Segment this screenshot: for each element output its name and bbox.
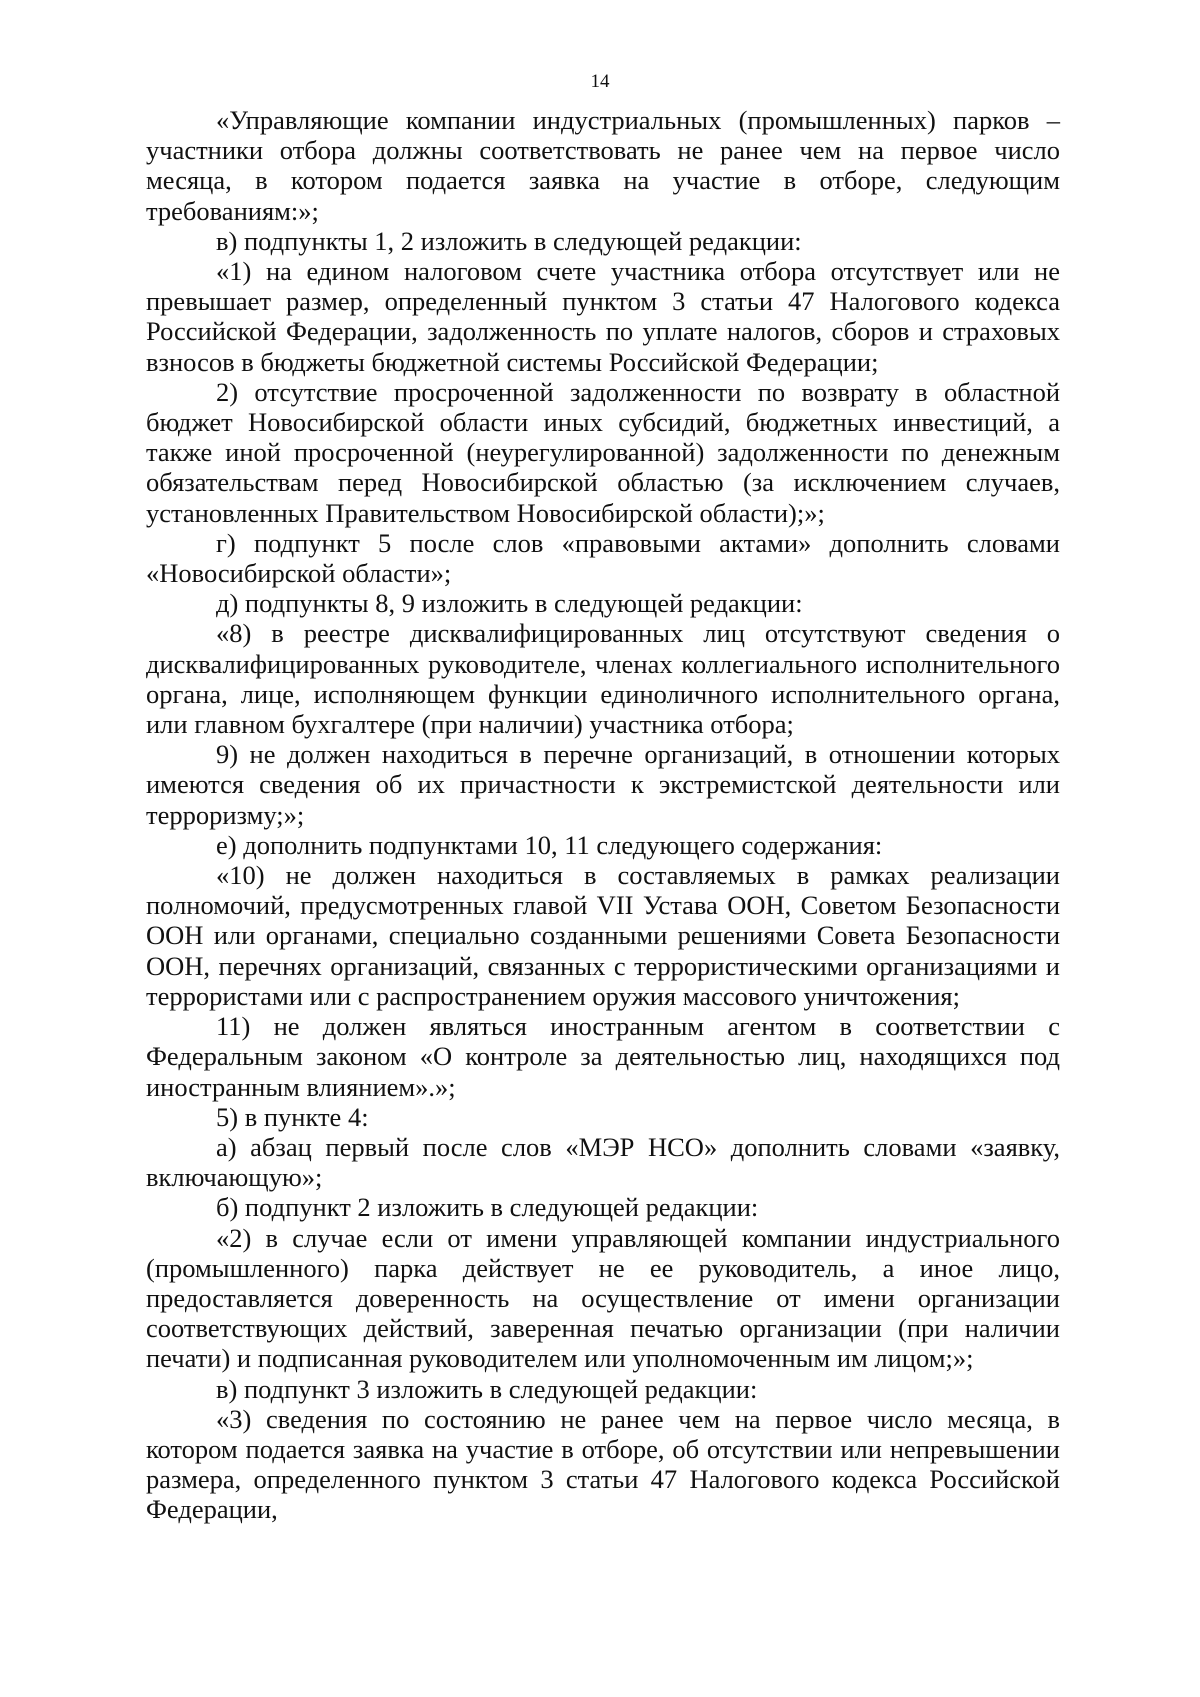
paragraph-subitem-9: 9) не должен находиться в перечне организаций, в отношении которых имеются сведения об их причастности к экстремистской деятельности или терроризму;»;: [146, 739, 1060, 830]
paragraph-subitem-8: «8) в реестре дисквалифицированных лиц отсутствуют сведения о дисквалифицированных руководителе, членах коллегиального исполнительного органа, лице, исполняющем функции единоличного исполнительного органа, или главном бухгалтере (при наличии) участника отбора;: [146, 618, 1060, 740]
paragraph-subitem-2-power-of-attorney: «2) в случае если от имени управляющей компании индустриального (промышленного) парка действует не ее руководитель, а иное лицо, предоставляется доверенность на осуществление от имени организации соответствующих действий, заверенная печатью организации (при наличии печати) и подписанная руководителем или уполномоченным им лицом;»;: [146, 1222, 1060, 1374]
document-body: [146, 105, 1060, 1525]
paragraph-amendment-g: г) подпункт 5 после слов «правовыми актами» дополнить словами «Новосибирской области»;: [146, 527, 1060, 589]
paragraph-subitem-11: 11) не должен являться иностранным агентом в соответствии с Федеральным законом «О контроле за деятельностью лиц, находящихся под иностранным влиянием».»;: [146, 1011, 1060, 1102]
paragraph-amendment-a: а) абзац первый после слов «МЭР НСО» дополнить словами «заявку, включающую»;: [146, 1131, 1060, 1193]
paragraph-item-5: 5) в пункте 4:: [216, 1101, 369, 1132]
paragraph-subitem-2: 2) отсутствие просроченной задолженности по возврату в областной бюджет Новосибирской области иных субсидий, бюджетных инвестиций, а также иной просроченной (неурегулированной) задолженности по денежным обязательствам перед Новосибирской областью (за исключением случаев, установленных Правительством Новосибирской области);»;: [146, 376, 1060, 528]
paragraph-amendment-v: в) подпункты 1, 2 изложить в следующей редакции:: [216, 225, 802, 256]
paragraph-requirements-intro: «Управляющие компании индустриальных (промышленных) парков – участники отбора должны соответствовать не ранее чем на первое число месяца, в котором подается заявка на участие в отборе, следующим требованиям:»;: [146, 105, 1060, 226]
paragraph-amendment-d: д) подпункты 8, 9 изложить в следующей редакции:: [216, 588, 803, 619]
page-number: 14: [590, 71, 610, 92]
paragraph-subitem-1: «1) на едином налоговом счете участника отбора отсутствует или не превышает размер, определенный пунктом 3 статьи 47 Налогового кодекса Российской Федерации, задолженность по уплате налогов, сборов и страховых взносов в бюджеты бюджетной системы Российской Федерации;: [146, 256, 1060, 377]
paragraph-amendment-b: б) подпункт 2 изложить в следующей редакции:: [216, 1192, 759, 1223]
paragraph-amendment-v-2: в) подпункт 3 изложить в следующей редакции:: [216, 1373, 758, 1404]
paragraph-subitem-10: «10) не должен находиться в составляемых в рамках реализации полномочий, предусмотренных главой VII Устава ООН, Советом Безопасности ООН или органами, специально созданными решениями Совета Безопасности ООН, перечнях организаций, связанных с террористическими организациями и террористами или с распространением оружия массового уничтожения;: [146, 860, 1060, 1011]
paragraph-subitem-3: «3) сведения по состоянию не ранее чем на первое число месяца, в котором подается заявка на участие в отборе, об отсутствии или непревышении размера, определенного пунктом 3 статьи 47 Налогового кодекса Российской Федерации,: [146, 1403, 1060, 1525]
paragraph-amendment-e: е) дополнить подпунктами 10, 11 следующего содержания:: [216, 829, 883, 860]
